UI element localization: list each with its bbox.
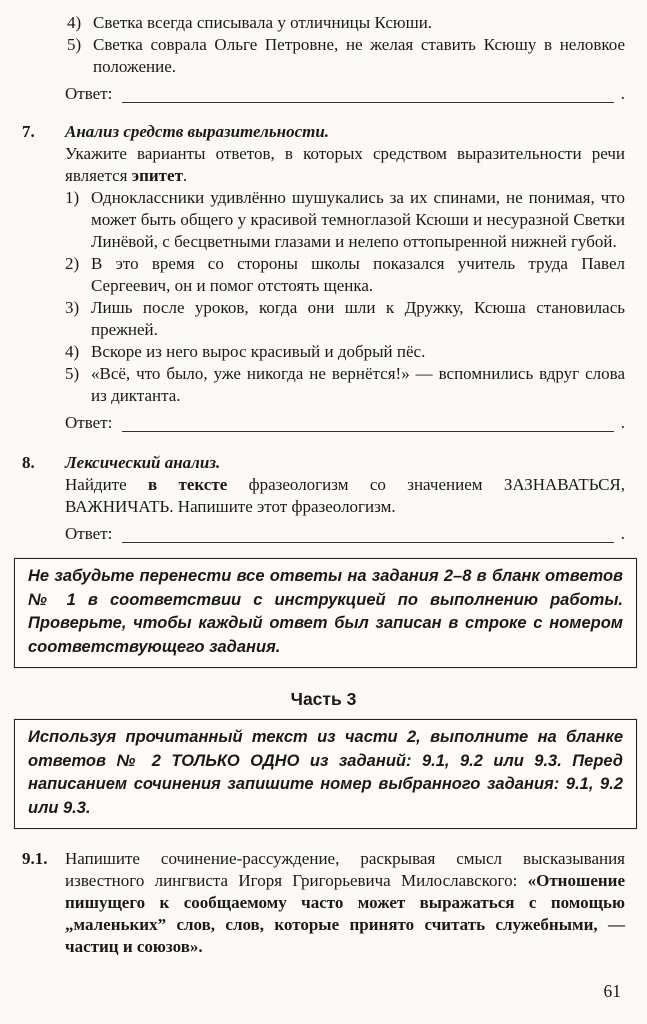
answer-label: Ответ: xyxy=(65,84,113,103)
answer-period: . xyxy=(620,413,625,432)
option-row xyxy=(67,12,625,34)
answer-period: . xyxy=(620,524,625,543)
question-body xyxy=(65,452,625,545)
option-text: Одноклассники удивлённо шушукались за их спинами, не понимая, что может быть общего у красивой темноглазой Ксюши и несуразной Светки Линёвой, с бесцветными глазами и нелепо оттопыренной нижней губой. xyxy=(91,188,625,251)
transfer-answers-notice-box xyxy=(14,558,637,668)
answer-row xyxy=(65,412,625,434)
option-number: 5) xyxy=(67,35,82,54)
option-text: Светка всегда списывала у отличницы Ксюши. xyxy=(93,13,433,32)
answer-label: Ответ: xyxy=(65,524,113,543)
option-number: 1) xyxy=(65,188,80,207)
notice-text: Не забудьте перенести все ответы на задания 2–8 в бланк ответов № 1 в соответствии с инструкцией по выполнению работы. Проверьте, чтобы каждый ответ был записан в строке с номером соответствующего задания. xyxy=(28,567,623,656)
option-number: 5) xyxy=(65,364,80,383)
notice-text: Используя прочитанный текст из части 2, выполните на бланке ответов № 2 ТОЛЬКО ОДНО из заданий: 9.1, 9.2 или 9.3. Перед написанием сочинения запишите номер выбранного задания: 9.1, 9.2 или 9.3. xyxy=(28,728,623,817)
option-text: Вскоре из него вырос красивый и добрый пёс. xyxy=(91,342,426,361)
question-number: 9.1. xyxy=(22,849,48,868)
body-text: Найдите xyxy=(65,475,148,494)
page-number: 61 xyxy=(603,981,621,1001)
option-number: 4) xyxy=(67,13,82,32)
question-text xyxy=(65,848,625,958)
answer-blank-line xyxy=(122,526,613,543)
question6-options xyxy=(67,12,625,78)
option-row xyxy=(65,187,625,253)
question-9-1 xyxy=(22,848,625,958)
option-row xyxy=(65,341,625,363)
intro-text-end: . xyxy=(182,166,188,185)
option-text: Лишь после уроков, когда они шли к Дружку, Ксюша становилась прежней. xyxy=(91,298,625,339)
option-row xyxy=(67,34,625,78)
answer-label: Ответ: xyxy=(65,413,113,432)
question7-options xyxy=(65,187,625,407)
option-row xyxy=(65,363,625,407)
question6-tail xyxy=(22,12,625,105)
question-7 xyxy=(22,121,625,434)
question-body xyxy=(65,848,625,958)
body-text: Напишите сочинение-рассуждение, раскрывая смысл высказывания известного лингвиста Игоря Григорьевича Милославского: xyxy=(65,849,625,890)
answer-period: . xyxy=(620,84,625,103)
option-text: В это время со стороны школы показался учитель труда Павел Сергеевич, он и помог отстоять щенка. xyxy=(91,254,625,295)
body-text-end: фразеологизм со значением ЗАЗНАВАТЬСЯ, ВАЖНИЧАТЬ. Напишите этот фразеологизм. xyxy=(65,475,625,516)
intro-text: Укажите варианты ответов, в которых средством выразительности речи является xyxy=(65,144,625,185)
option-row xyxy=(65,253,625,297)
essay-instructions-notice-box xyxy=(14,719,637,829)
question-text xyxy=(65,474,625,518)
option-number: 3) xyxy=(65,298,80,317)
question-body xyxy=(65,121,625,434)
body-bold-term: в тексте xyxy=(148,475,228,494)
part3-heading: Часть 3 xyxy=(290,689,357,709)
question-8 xyxy=(22,452,625,545)
answer-blank-line xyxy=(122,86,613,103)
option-text: «Всё, что было, уже никогда не вернётся!» — вспомнились вдруг слова из диктанта. xyxy=(91,364,625,405)
question-title: Анализ средств выразительности. xyxy=(65,122,330,141)
option-number: 2) xyxy=(65,254,80,273)
question-title: Лексический анализ. xyxy=(65,453,221,472)
answer-row xyxy=(65,83,625,105)
option-number: 4) xyxy=(65,342,80,361)
question-number: 7. xyxy=(22,122,35,141)
intro-bold-term: эпитет xyxy=(131,166,183,185)
question-intro xyxy=(65,143,625,187)
answer-blank-line xyxy=(122,415,613,432)
answer-row xyxy=(65,523,625,545)
option-row xyxy=(65,297,625,341)
quote-bold-text: «Отношение пишущего к сообщаемому часто может выражаться с помощью „маленьких” слов, слов, которые принято считать служебными, — частиц и союзов». xyxy=(65,871,625,956)
question-number: 8. xyxy=(22,453,35,472)
option-text: Светка соврала Ольге Петровне, не желая ставить Ксюшу в неловкое положение. xyxy=(93,35,625,76)
